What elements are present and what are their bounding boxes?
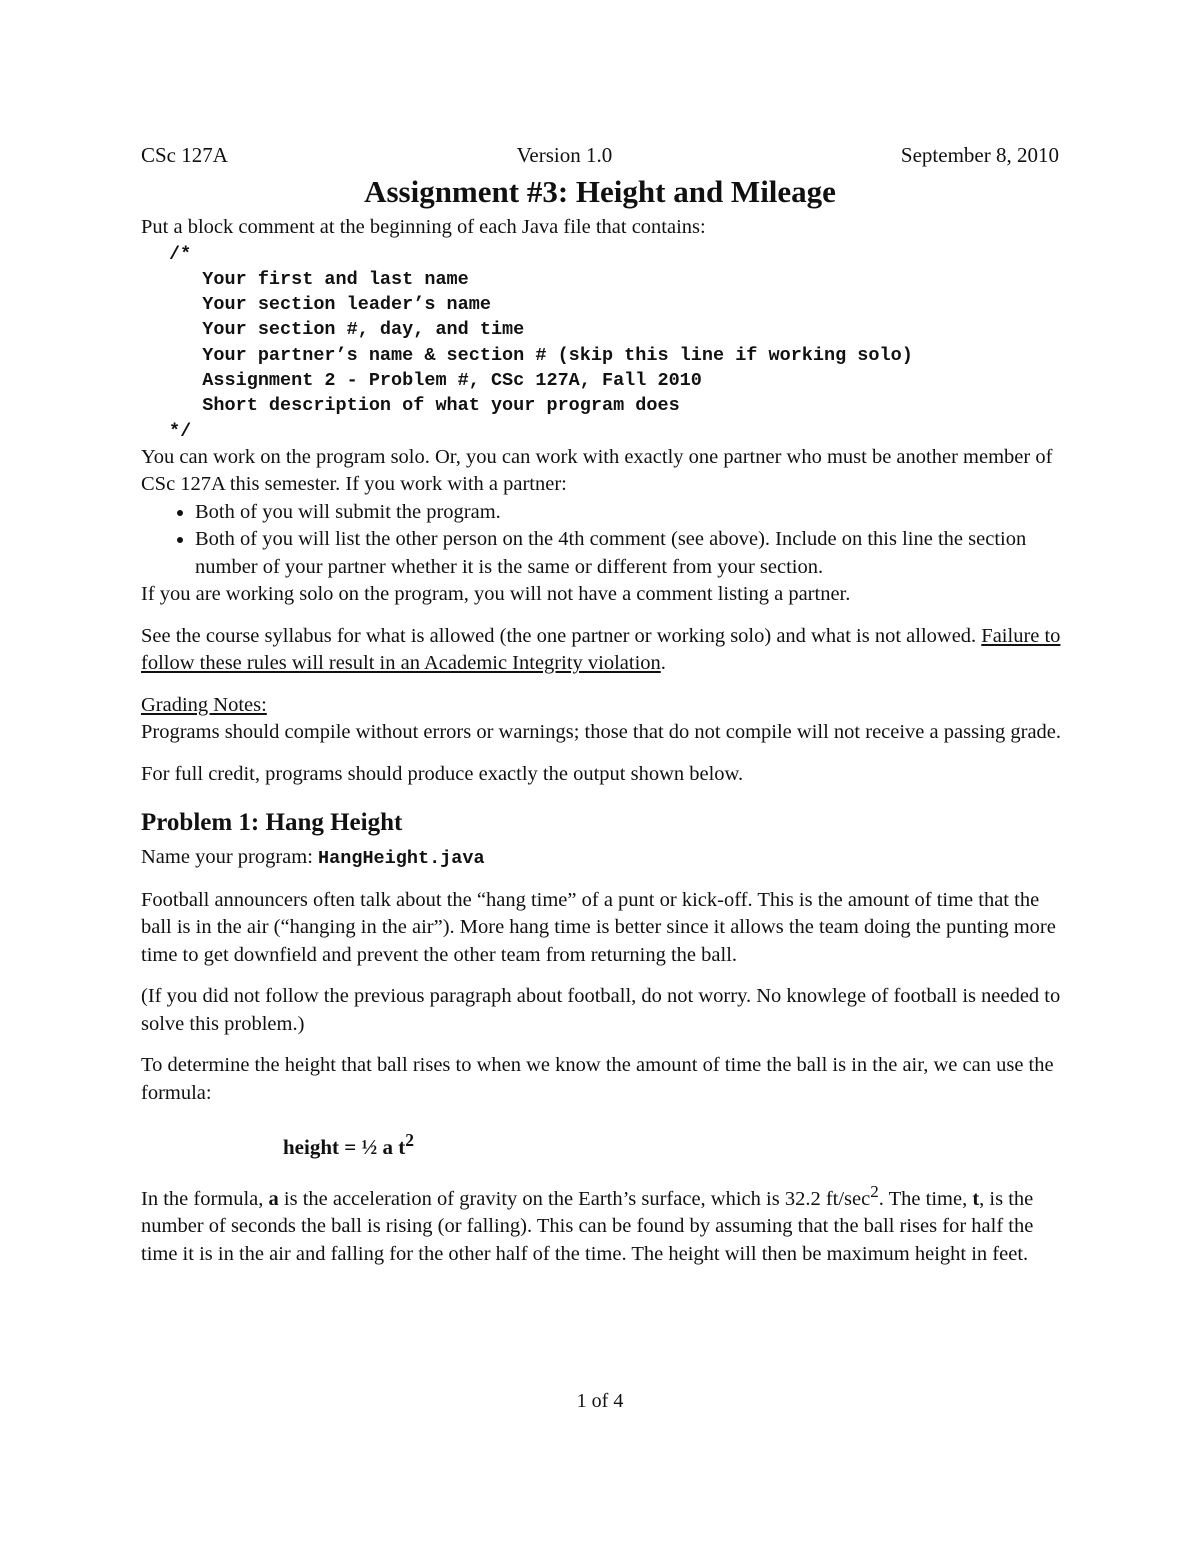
page-number: 1 of 4 xyxy=(576,1390,624,1412)
solo-paragraph: If you are working solo on the program, you will not have a comment listing a partner. xyxy=(141,583,851,606)
page-header xyxy=(141,140,1059,170)
partner-paragraph: You can work on the program solo. Or, you can work with exactly one partner who must be another member of CSc 127A this semester. If you work with a partner: xyxy=(141,445,1053,496)
football-note-paragraph: (If you did not follow the previous paragraph about football, do not worry. No knowlege of football is needed to solve this problem.) xyxy=(141,985,1061,1035)
comment-template-code: /* Your first and last name Your section leader’s name Your section #, day, and time Your partner’s name & section # (skip this line if working solo) Assignment 2 - Problem #, CSc 127A, Fall 2010 Short description of what your program does */ xyxy=(169,243,913,442)
document-body xyxy=(141,214,1066,1268)
explanation-text: . The time, xyxy=(878,1187,973,1210)
formula-exponent: 2 xyxy=(405,1130,414,1151)
program-file-name: HangHeight.java xyxy=(318,848,485,870)
credit-note: For full credit, programs should produce exactly the output shown below. xyxy=(141,762,744,785)
date-label: September 8, 2010 xyxy=(900,143,1059,167)
intro-text: Put a block comment at the beginning of each Java file that contains: xyxy=(141,216,706,238)
formula-text: height = ½ a t xyxy=(283,1135,406,1160)
formula-explanation-paragraph xyxy=(141,1178,1066,1268)
explanation-text: is the acceleration of gravity on the Earth’s surface, which is 32.2 ft/sec xyxy=(278,1187,871,1210)
variable-a: a xyxy=(268,1187,279,1210)
formula-intro-paragraph: To determine the height that ball rises to when we know the amount of time the ball is in the air, we can use the formula: xyxy=(141,1054,1054,1104)
variable-t: t xyxy=(972,1187,980,1210)
explanation-text: In the formula, xyxy=(141,1187,269,1210)
program-name-label: Name your program: xyxy=(141,846,313,869)
partner-bullet-list xyxy=(141,499,1066,582)
syllabus-text: See the course syllabus for what is allowed (the one partner or working solo) and what is not allowed. xyxy=(141,624,977,647)
compile-note: Programs should compile without errors or warnings; those that do not compile will not receive a passing grade. xyxy=(141,721,1062,744)
program-name-line xyxy=(141,844,1066,873)
syllabus-end: . xyxy=(660,652,666,675)
grading-notes-heading: Grading Notes: xyxy=(141,693,267,716)
list-item: • Both of you will list the other person on the 4th comment (see above). Include on this line the section number of your partner whether it is the same or different from your section. xyxy=(195,526,1066,581)
explanation-text: , is the number of seconds the ball is rising (or falling). This can be found by assuming that the ball rises for half the time it is in the air and falling for the other half of the time. The height will then be maximum height in feet. xyxy=(141,1187,1034,1265)
list-item: • Both of you will submit the program. xyxy=(195,499,1066,527)
page-title: Assignment #3: Height and Mileage xyxy=(364,174,836,209)
football-paragraph: Football announcers often talk about the “hang time” of a punt or kick-off. This is the amount of time that the ball is in the air (“hanging in the air”). More hang time is better since it allows the team doing the punting more time to get downfield and prevent the other team from returning the ball. xyxy=(141,888,1056,966)
course-code: CSc 127A xyxy=(141,143,228,167)
integrity-warning: Failure to follow these rules will result in an Academic Integrity violation xyxy=(141,624,1061,675)
problem-1-heading: Problem 1: Hang Height xyxy=(141,809,403,837)
height-formula xyxy=(283,1127,1066,1162)
units-exponent: 2 xyxy=(870,1181,879,1201)
syllabus-paragraph xyxy=(141,623,1066,678)
version-label: Version 1.0 xyxy=(516,143,613,167)
